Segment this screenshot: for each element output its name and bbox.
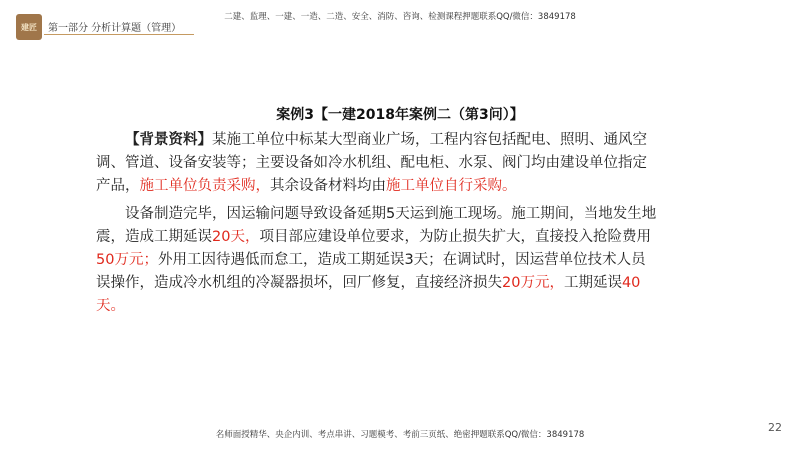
background-paragraph — [96, 129, 660, 198]
background-highlight-2: 施工单位自行采购。 — [386, 178, 517, 194]
footer-contact-banner: 名师面授精华、央企内训、考点串讲、习题模考、考前三页纸、绝密押题联系QQ/微信：3849178 — [215, 430, 585, 440]
background-highlight-1: 施工单位负责采购， — [139, 178, 270, 194]
section-title: 第一部分 分析计算题（管理） — [48, 23, 182, 34]
page-number: 22 — [768, 421, 782, 434]
background-text-1: 某施工单位中标某大型商业广场，工程内容包括配电、照明、通风空调、管道、设备安装等；主要设备如冷水机组、配电柜、水泵、阀门均由建设单位指定产品， — [96, 132, 647, 194]
brand-logo-text: 建匠 — [21, 22, 37, 32]
events-text-1: 设备制造完毕，因运输问题导致设备延期5天运到施工现场。施工期间，当地发生地震，造成工期延误 — [96, 206, 657, 245]
events-text-2: 项目部应建设单位要求，为防止损失扩大，直接投入抢险费用 — [259, 229, 651, 245]
header-divider — [44, 34, 194, 35]
events-text-4: 工期延误 — [563, 275, 622, 291]
case-title: 案例3【一建2018年案例二（第3问）】 — [276, 107, 524, 123]
events-paragraph — [96, 203, 660, 318]
background-label: 【背景资料】 — [125, 132, 212, 148]
background-text-2: 其余设备材料均由 — [270, 178, 386, 194]
events-highlight-2: 50万元； — [96, 252, 158, 268]
events-highlight-1: 20天， — [212, 229, 260, 245]
header-contact-banner: 二建、监理、一建、一造、二造、安全、消防、咨询、检测课程押题联系QQ/微信：3849178 — [224, 12, 576, 22]
events-text-3: 外用工因待遇低而怠工，造成工期延误3天；在调试时，因运营单位技术人员误操作，造成冷水机组的冷凝器损坏，回厂修复，直接经济损失 — [96, 252, 646, 291]
events-highlight-4: 40天。 — [96, 275, 641, 314]
events-highlight-3: 20万元， — [502, 275, 564, 291]
